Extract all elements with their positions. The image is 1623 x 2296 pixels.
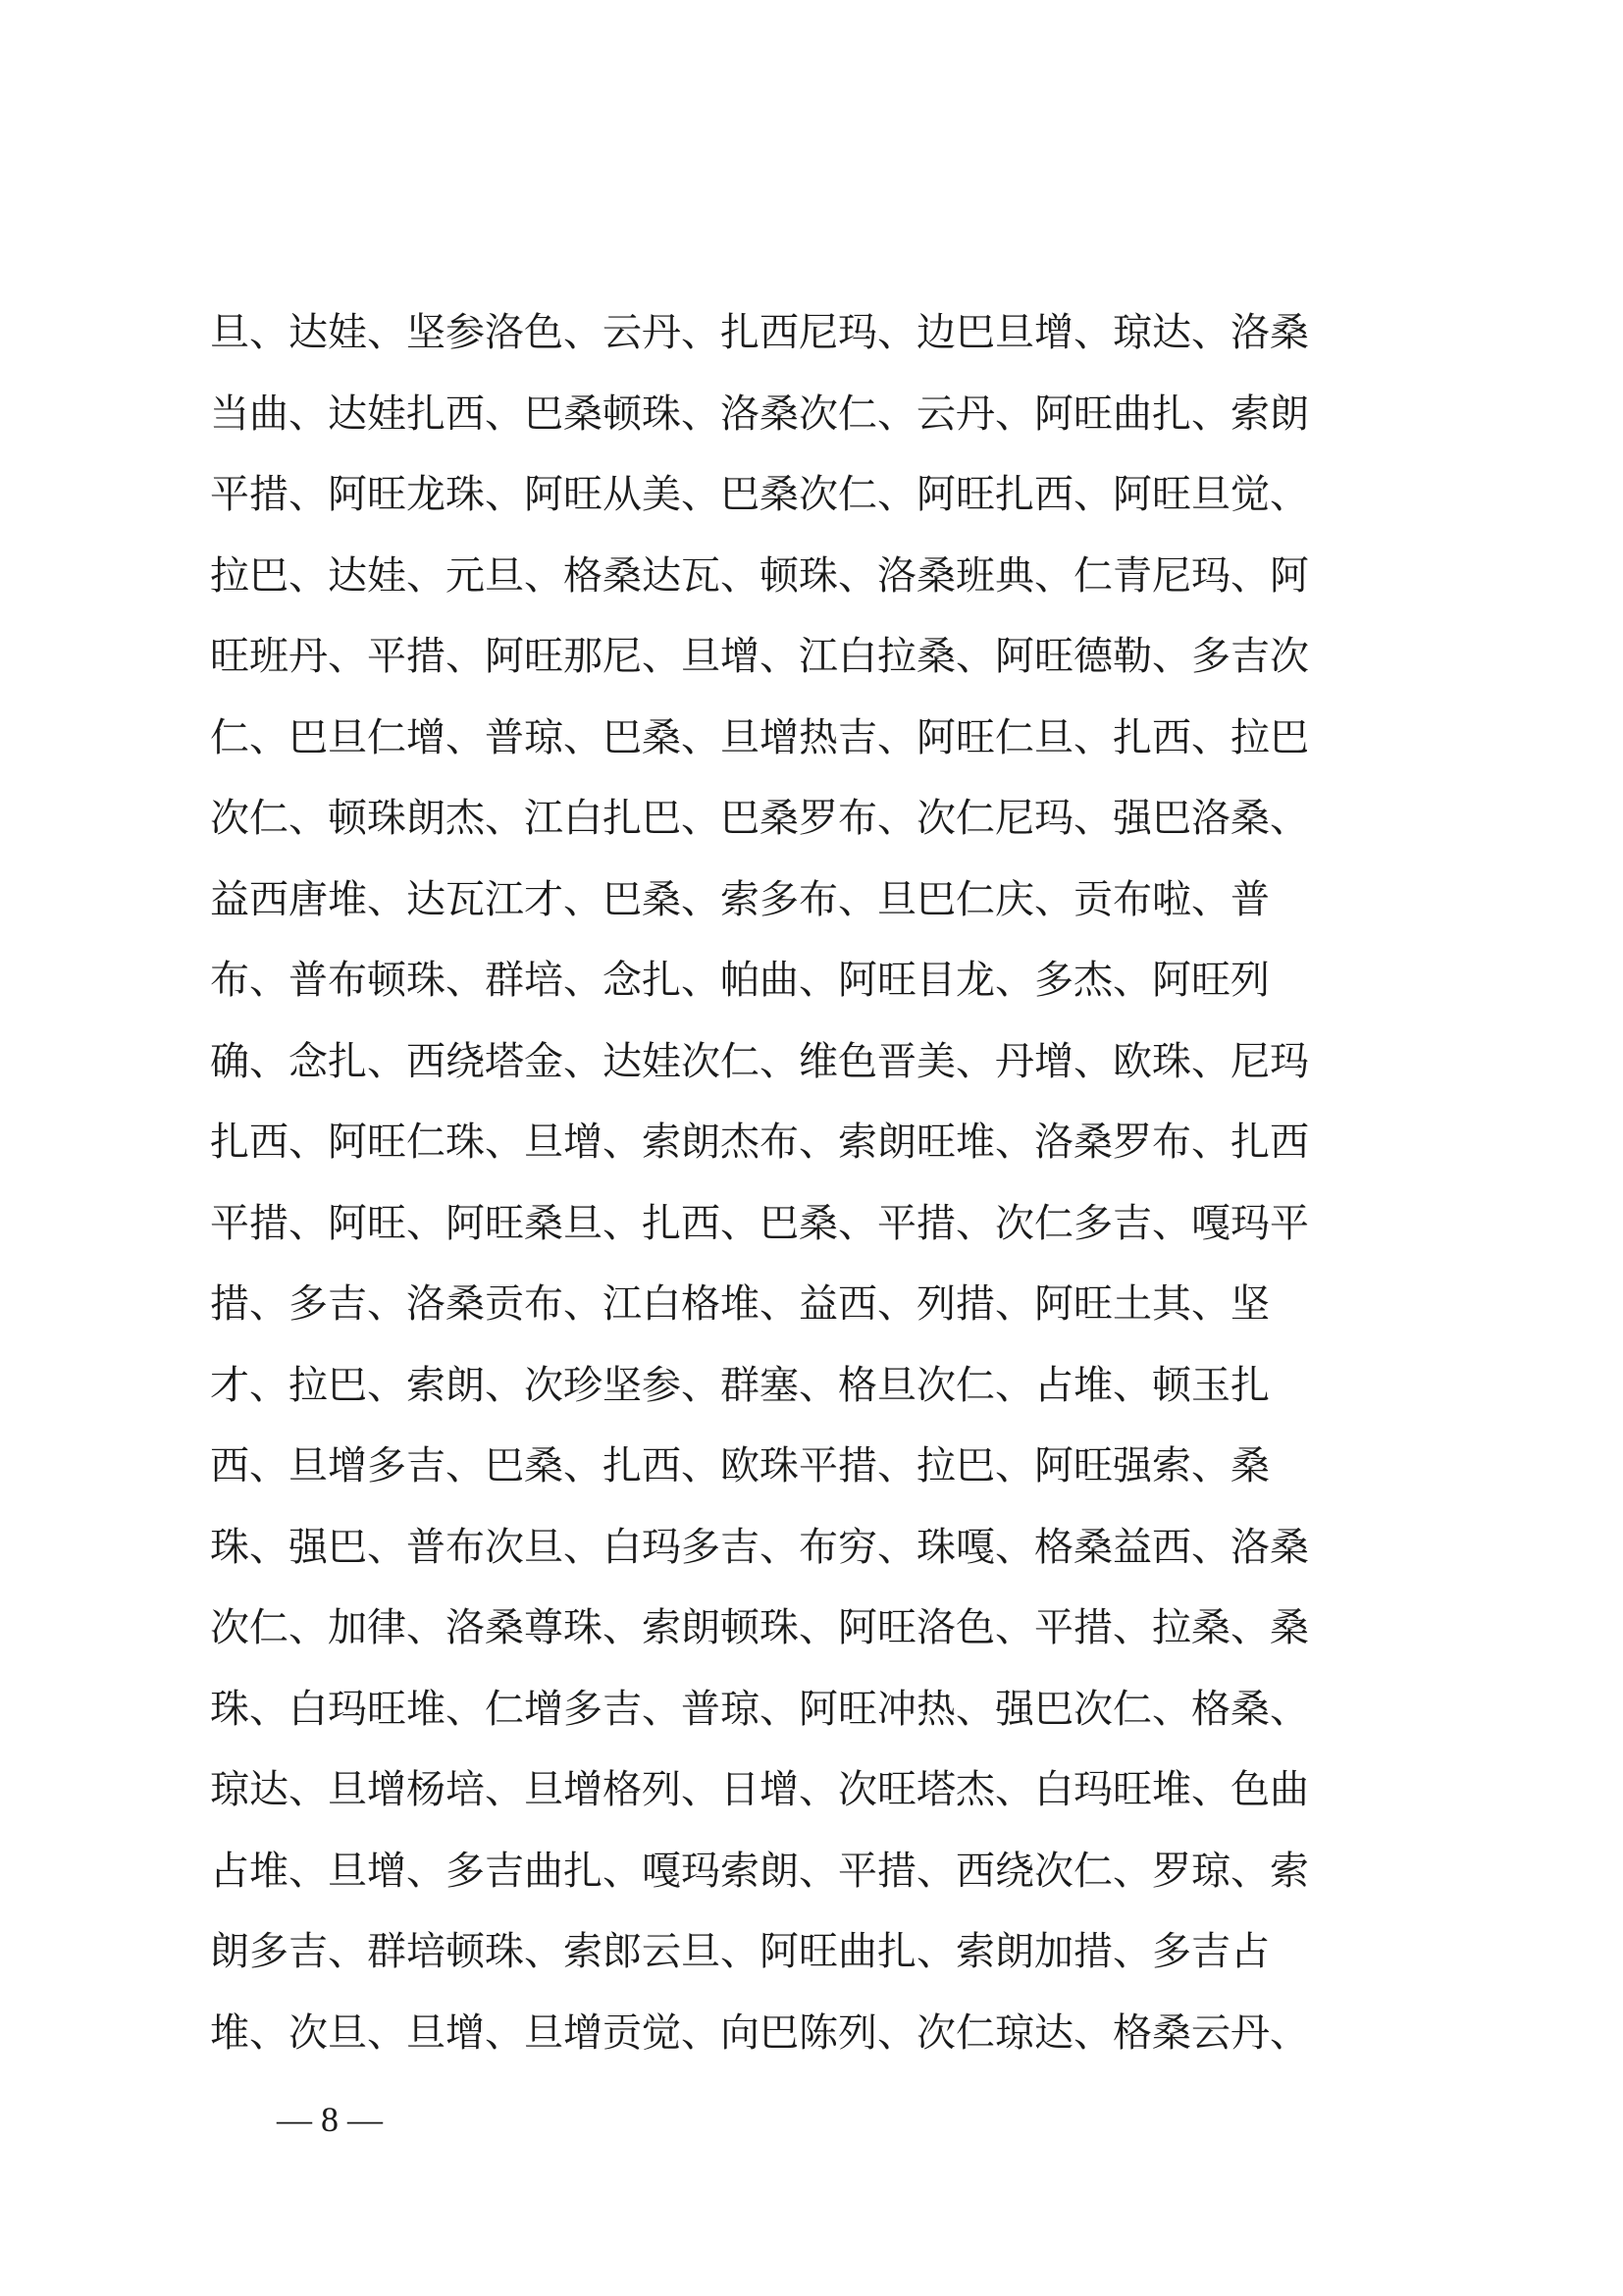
name-list-body [210,292,1427,2073]
text-line: 琼达、旦增杨培、旦增格列、日增、次旺塔杰、白玛旺堆、色曲 [210,1767,1309,1812]
text-line: 拉巴、达娃、元旦、格桑达瓦、顿珠、洛桑班典、仁青尼玛、阿 [210,552,1309,599]
text-line: 平措、阿旺龙珠、阿旺从美、巴桑次仁、阿旺扎西、阿旺旦觉、 [210,472,1309,517]
text-line: 确、念扎、西绕塔金、达娃次仁、维色晋美、丹增、欧珠、尼玛 [210,1038,1309,1084]
text-line: 扎西、阿旺仁珠、旦增、索朗杰布、索朗旺堆、洛桑罗布、扎西 [210,1120,1309,1165]
text-line: 旺班丹、平措、阿旺那尼、旦增、江白拉桑、阿旺德勒、多吉次 [210,634,1309,679]
text-line: 才、拉巴、索朗、次珍坚参、群塞、格旦次仁、占堆、顿玉扎 [210,1362,1270,1408]
text-line: 措、多吉、洛桑贡布、江白格堆、益西、列措、阿旺土其、坚 [210,1281,1270,1327]
text-line: 旦、达娃、坚参洛色、云丹、扎西尼玛、边巴旦增、琼达、洛桑 [210,310,1309,355]
text-line: 珠、强巴、普布次旦、白玛多吉、布穷、珠嘎、格桑益西、洛桑 [210,1524,1309,1570]
text-line: 次仁、加律、洛桑尊珠、索朗顿珠、阿旺洛色、平措、拉桑、桑 [210,1605,1309,1650]
text-line: 仁、巴旦仁增、普琼、巴桑、旦增热吉、阿旺仁旦、扎西、拉巴 [210,714,1309,760]
text-line: 益西唐堆、达瓦江才、巴桑、索多布、旦巴仁庆、贡布啦、普 [210,876,1270,922]
page-number: — 8 — [277,2100,383,2139]
text-line: 珠、白玛旺堆、仁增多吉、普琼、阿旺冲热、强巴次仁、格桑、 [210,1686,1309,1732]
text-line: 堆、次旦、旦增、旦增贡觉、向巴陈列、次仁琼达、格桑云丹、 [210,2009,1309,2056]
text-line: 次仁、顿珠朗杰、江白扎巴、巴桑罗布、次仁尼玛、强巴洛桑、 [210,796,1309,841]
text-line: 朗多吉、群培顿珠、索郎云旦、阿旺曲扎、索朗加措、多吉占 [210,1929,1270,1974]
text-line: 西、旦增多吉、巴桑、扎西、欧珠平措、拉巴、阿旺强索、桑 [210,1443,1270,1488]
text-line: 当曲、达娃扎西、巴桑顿珠、洛桑次仁、云丹、阿旺曲扎、索朗 [210,391,1309,437]
text-line: 布、普布顿珠、群培、念扎、帕曲、阿旺目龙、多杰、阿旺列 [210,958,1270,1003]
text-line: 占堆、旦增、多吉曲扎、嘎玛索朗、平措、西绕次仁、罗琼、索 [210,1848,1309,1894]
text-line: 平措、阿旺、阿旺桑旦、扎西、巴桑、平措、次仁多吉、嘎玛平 [210,1200,1309,1246]
